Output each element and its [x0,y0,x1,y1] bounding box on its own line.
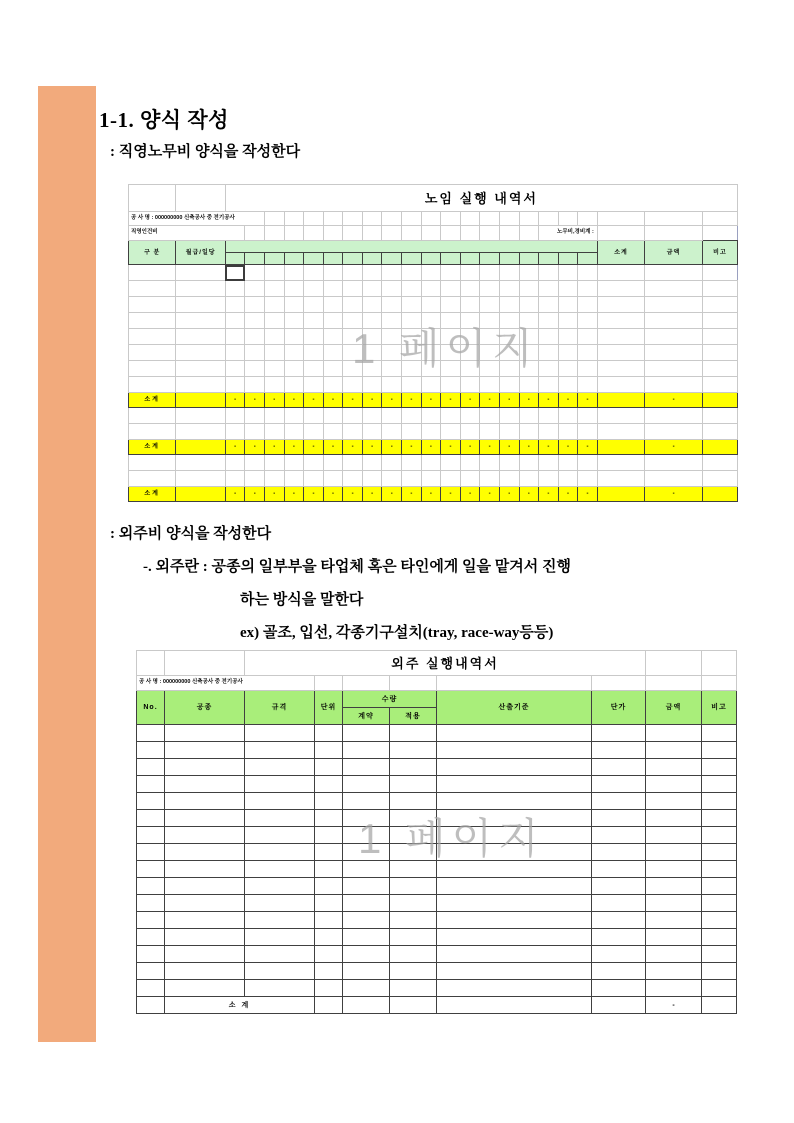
page-watermark: 1 페이지 [352,325,539,372]
subtotal-dash: - [441,487,461,502]
subtotal-amount: - [645,440,703,455]
table-row[interactable] [137,946,737,963]
table-row[interactable] [129,424,738,440]
outsourcing-total-row [137,997,737,1014]
subtotal-dash: - [402,487,422,502]
subtotal-dash: - [382,440,402,455]
subtotal-amount: - [645,393,703,408]
subtotal-row [129,393,738,408]
outsourcing-header-row-top [137,691,737,708]
subtotal-dash: - [362,487,382,502]
col-header-wage: 월급/일당 [176,241,225,265]
sheet-title-row [137,651,737,676]
subtotal-dash: - [402,440,422,455]
col-header-amount: 금액 [645,241,703,265]
subtotal-dash: - [362,393,382,408]
subtotal-dash: - [441,393,461,408]
labor-cost-spreadsheet[interactable] [128,184,738,502]
page-watermark: 1 페이지 [358,815,545,862]
labor-section-label: 직영인건비 [129,226,245,241]
subtotal-dash: - [245,487,265,502]
subtotal-dash: - [519,393,539,408]
col-header-subtotal: 소계 [597,241,644,265]
table-row[interactable] [129,471,738,487]
subtotal-dash: - [323,440,343,455]
subtotal-dash: - [499,440,519,455]
subtotal-dash: - [480,440,500,455]
subtotal-dash: - [265,393,285,408]
subtotal-row [129,440,738,455]
subtotal-dash: - [421,440,441,455]
col-header-quantity-applied: 적용 [390,708,437,725]
col-header-division: 구 분 [129,241,176,265]
col-header-quantity-contract: 계약 [343,708,390,725]
subtotal-dash: - [578,487,598,502]
subtotal-dash: - [421,487,441,502]
table-row[interactable] [137,759,737,776]
subtotal-dash: - [578,440,598,455]
subtotal-dash: - [402,393,422,408]
labor-project-name: 공 사 명 : 000000000 신축공사 중 전기공사 [129,212,265,226]
subtotal-dash: - [578,393,598,408]
table-row[interactable] [129,361,738,377]
table-row[interactable] [137,878,737,895]
subtotal-dash: - [265,487,285,502]
table-row[interactable] [129,329,738,345]
subtotal-dash: - [460,393,480,408]
outsourcing-spreadsheet[interactable] [136,650,737,1014]
table-row[interactable] [137,861,737,878]
col-header-quantity: 수량 [343,691,437,708]
subtotal-dash: - [362,440,382,455]
col-header-no: No. [137,691,165,725]
table-row[interactable] [129,377,738,393]
subtotal-dash: - [421,393,441,408]
labor-sheet-title: 노임 실행 내역서 [225,185,737,212]
subtotal-dash: - [225,393,245,408]
subtotal-dash: - [382,487,402,502]
col-header-work-type: 공종 [165,691,245,725]
labor-header-row-top [129,241,738,253]
subtotal-dash: - [558,440,578,455]
table-row[interactable] [137,980,737,997]
sheet-title-row [129,185,738,212]
subtotal-dash: - [304,440,324,455]
table-row[interactable] [137,742,737,759]
subtotal-dash: - [304,393,324,408]
bullet-outsourcing-form: : 외주비 양식을 작성한다 [110,526,272,542]
subtotal-dash: - [323,487,343,502]
table-row[interactable] [137,776,737,793]
col-header-remarks: 비고 [702,241,737,265]
outsourcing-project-name: 공 사 명 : 000000000 신축공사 중 전기공사 [137,676,315,691]
selected-cell[interactable] [225,265,245,281]
subtotal-dash: - [480,487,500,502]
subtotal-dash: - [558,487,578,502]
table-row[interactable] [137,912,737,929]
subtotal-dash: - [382,393,402,408]
subtotal-dash: - [519,440,539,455]
table-row[interactable] [129,297,738,313]
col-header-basis: 산출기준 [437,691,592,725]
col-header-unit-price: 단가 [592,691,646,725]
table-row[interactable] [129,265,738,281]
subtotal-dash: - [499,393,519,408]
subtotal-label: 소계 [129,440,176,455]
table-row[interactable] [137,929,737,946]
project-name-row [129,212,738,226]
subtotal-label: 소계 [129,487,176,502]
table-row[interactable] [129,281,738,297]
bullet-labor-form: : 직영노무비 양식을 작성한다 [110,144,301,160]
table-row[interactable] [129,455,738,471]
table-row[interactable] [129,313,738,329]
col-header-remarks: 비고 [702,691,737,725]
table-row[interactable] [129,408,738,424]
col-header-amount: 금액 [646,691,702,725]
table-row[interactable] [129,345,738,361]
project-name-row [137,676,737,691]
outsourcing-total-label: 소 계 [165,997,315,1014]
subtotal-dash: - [323,393,343,408]
labor-cost-total-label: 노무비,경비계 : [539,226,598,241]
subtotal-dash: - [304,487,324,502]
outsourcing-sheet-title: 외주 실행내역서 [245,651,646,676]
section-label-row [129,226,738,241]
subtotal-dash: - [539,487,559,502]
subtotal-dash: - [343,487,363,502]
example-line: ex) 골조, 입선, 각종기구설치(tray, race-way등등) [240,625,554,641]
table-row[interactable] [137,827,737,844]
page-title: 1-1. 양식 작성 [99,108,229,132]
left-accent-bar [38,86,96,1042]
subtotal-dash: - [343,393,363,408]
definition-line-1: -. 외주란 : 공종의 일부부을 타업체 혹은 타인에게 일을 맡겨서 진행 [143,559,571,575]
table-row[interactable] [137,725,737,742]
subtotal-dash: - [343,440,363,455]
subtotal-dash: - [539,393,559,408]
subtotal-dash: - [225,440,245,455]
subtotal-dash: - [441,440,461,455]
outsourcing-total-amount: - [646,997,702,1014]
subtotal-amount: - [645,487,703,502]
subtotal-dash: - [284,393,304,408]
subtotal-dash: - [265,440,285,455]
subtotal-dash: - [284,487,304,502]
subtotal-dash: - [539,440,559,455]
table-row[interactable] [137,895,737,912]
subtotal-dash: - [225,487,245,502]
subtotal-dash: - [245,393,265,408]
definition-line-2: 하는 방식을 말한다 [240,592,364,608]
table-row[interactable] [137,793,737,810]
subtotal-dash: - [558,393,578,408]
table-row[interactable] [137,810,737,827]
subtotal-dash: - [460,487,480,502]
table-row[interactable] [137,844,737,861]
day-band-header [225,241,597,253]
subtotal-dash: - [499,487,519,502]
col-header-spec: 규격 [245,691,315,725]
subtotal-dash: - [480,393,500,408]
subtotal-dash: - [245,440,265,455]
subtotal-dash: - [519,487,539,502]
subtotal-dash: - [460,440,480,455]
subtotal-dash: - [284,440,304,455]
col-header-unit: 단위 [315,691,343,725]
subtotal-label: 소계 [129,393,176,408]
subtotal-row [129,487,738,502]
table-row[interactable] [137,963,737,980]
